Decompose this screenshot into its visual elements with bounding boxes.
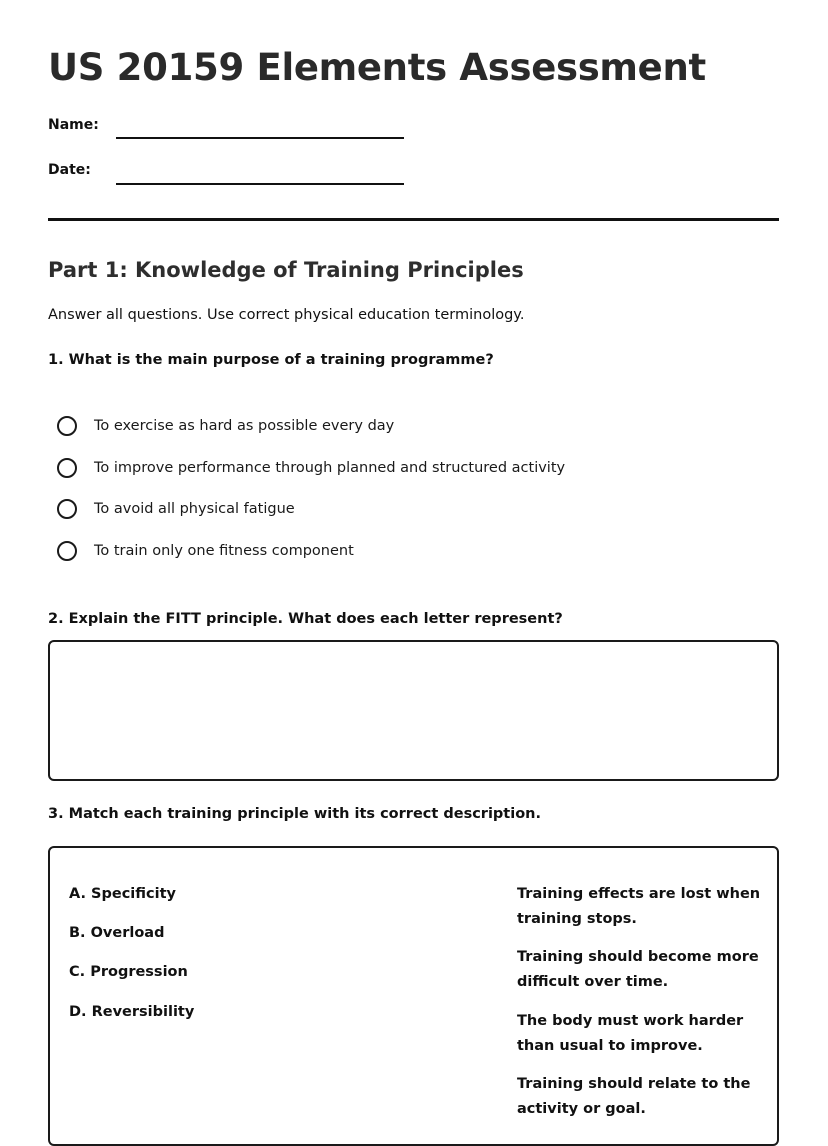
document-title: US 20159 Elements Assessment <box>48 46 706 89</box>
radio-button[interactable] <box>57 458 77 478</box>
principle-a: A. Specificity <box>69 886 176 902</box>
description-3: The body must work harder than usual to improve. <box>517 1013 744 1054</box>
part-title: Part 1: Knowledge of Training Principles <box>48 258 524 282</box>
radio-button[interactable] <box>57 416 77 436</box>
name-label: Name: <box>48 117 99 133</box>
date-line[interactable] <box>116 183 404 185</box>
q1-option-3[interactable] <box>57 496 295 522</box>
radio-button[interactable] <box>57 499 77 519</box>
date-label: Date: <box>48 162 91 178</box>
principle-c: C. Progression <box>69 964 188 980</box>
description-4: Training should relate to the activity or goal. <box>517 1076 751 1117</box>
option-label: To avoid all physical fatigue <box>94 501 295 517</box>
header-divider <box>48 218 779 221</box>
option-label: To train only one fitness component <box>94 543 354 559</box>
q1-option-1[interactable] <box>57 413 394 439</box>
description-2: Training should become more difficult over time. <box>517 949 759 990</box>
question-3: 3. Match each training principle with its correct description. <box>48 806 541 822</box>
principle-b: B. Overload <box>69 925 165 941</box>
question-1: 1. What is the main purpose of a training programme? <box>48 352 494 368</box>
q1-option-2[interactable] <box>57 455 565 481</box>
principle-d: D. Reversibility <box>69 1004 195 1020</box>
radio-button[interactable] <box>57 541 77 561</box>
q2-answer-box[interactable] <box>48 640 779 781</box>
question-2: 2. Explain the FITT principle. What does each letter represent? <box>48 611 563 627</box>
instructions-text: Answer all questions. Use correct physical education terminology. <box>48 307 525 323</box>
option-label: To improve performance through planned and structured activity <box>94 460 566 476</box>
option-label: To exercise as hard as possible every day <box>94 418 395 434</box>
description-1: Training effects are lost when training stops. <box>517 886 761 927</box>
q1-option-4[interactable] <box>57 538 354 564</box>
name-line[interactable] <box>116 137 404 139</box>
